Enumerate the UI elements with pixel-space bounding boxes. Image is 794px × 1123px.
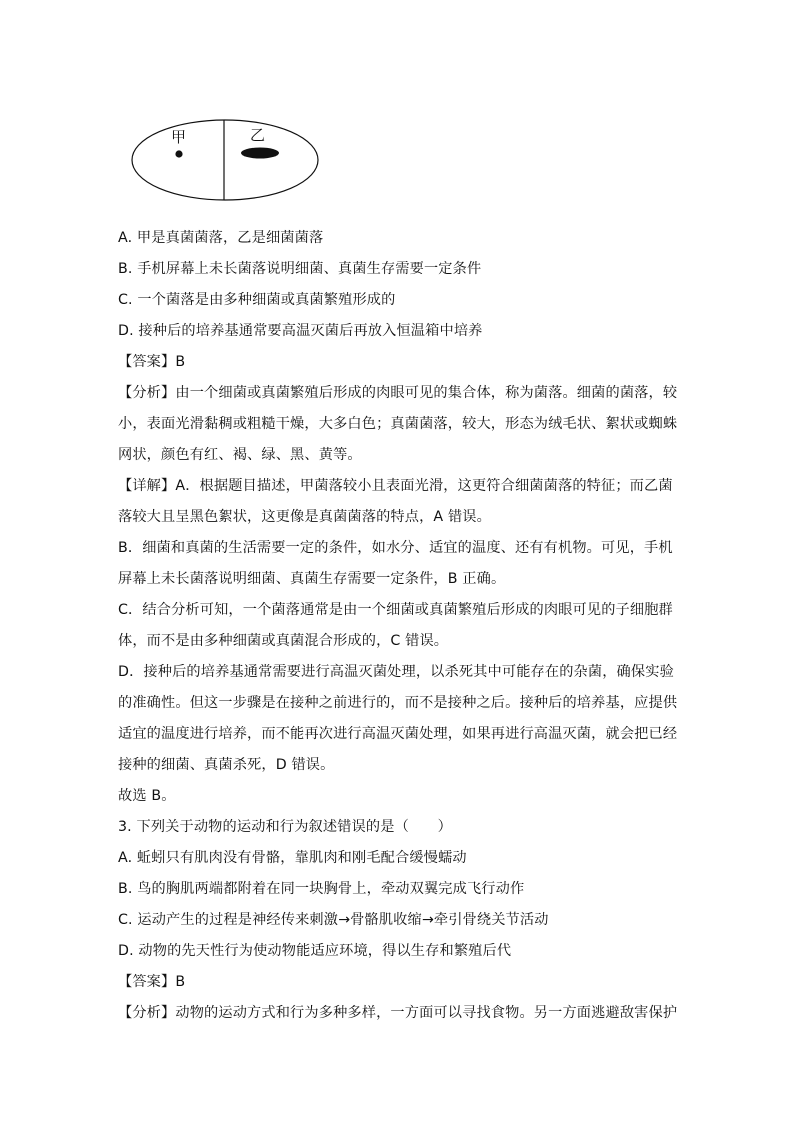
figure-label-jia: 甲: [171, 128, 187, 146]
q2-detail-line: 体，而不是由多种细菌或真菌混合形成的，C 错误。: [118, 633, 449, 649]
q2-analysis-line: 小，表面光滑黏稠或粗糙干燥，大多白色；真菌菌落，较大，形态为绒毛状、絮状或蜘蛛: [118, 416, 678, 432]
q3-option-c: C. 运动产生的过程是神经传来刺激→骨骼肌收缩→牵引骨绕关节活动: [118, 912, 549, 928]
q2-analysis-line: 【分析】由一个细菌或真菌繁殖后形成的肉眼可见的集合体，称为菌落。细菌的菌落，较: [118, 385, 678, 401]
q2-option-a: A. 甲是真菌菌落，乙是细菌菌落: [118, 230, 324, 246]
q2-detail-line: B．细菌和真菌的生活需要一定的条件，如水分、适宜的温度、还有有机物。可见，手机: [118, 540, 673, 556]
q2-option-b: B. 手机屏幕上未长菌落说明细菌、真菌生存需要一定条件: [118, 261, 482, 277]
q2-option-d: D. 接种后的培养基通常要高温灭菌后再放入恒温箱中培养: [118, 323, 483, 339]
q3-option-d: D. 动物的先天性行为使动物能适应环境，得以生存和繁殖后代: [118, 943, 512, 959]
q2-detail-line: 适宜的温度进行培养，而不能再次进行高温灭菌处理，如果再进行高温灭菌，就会把已经: [118, 726, 678, 742]
petri-dish-diagram: [130, 118, 322, 202]
q2-detail-line: D．接种后的培养基通常需要进行高温灭菌处理，以杀死其中可能存在的杂菌，确保实验: [118, 664, 674, 680]
figure-label-yi: 乙: [250, 126, 266, 144]
q2-detail-line: 屏幕上未长菌落说明细菌、真菌生存需要一定条件，B 正确。: [118, 571, 506, 587]
q2-detail-line: 落较大且呈黑色絮状，这更像是真菌菌落的特点，A 错误。: [118, 509, 491, 525]
q3-answer: 【答案】B: [118, 974, 186, 990]
petri-dish-figure: [130, 118, 322, 202]
q2-detail-line: 【详解】A．根据题目描述，甲菌落较小且表面光滑，这更符合细菌菌落的特征；而乙菌: [118, 478, 673, 494]
q2-option-c: C. 一个菌落是由多种细菌或真菌繁殖形成的: [118, 292, 396, 308]
q2-analysis-line: 网状，颜色有红、褐、绿、黑、黄等。: [118, 447, 362, 463]
colony-jia-dot: [175, 150, 182, 157]
colony-yi-ellipse: [241, 148, 279, 159]
q2-detail-line: 接种的细菌、真菌杀死，D 错误。: [118, 757, 335, 773]
q2-conclusion: 故选 B。: [118, 788, 176, 804]
q3-option-b: B. 鸟的胸肌两端都附着在同一块胸骨上，牵动双翼完成飞行动作: [118, 881, 525, 897]
q3-option-a: A. 蚯蚓只有肌肉没有骨骼，靠肌肉和刚毛配合缓慢蠕动: [118, 850, 467, 866]
q2-detail-line: 的准确性。但这一步骤是在接种之前进行的，而不是接种之后。接种后的培养基，应提供: [118, 695, 678, 711]
dish-outline: [132, 120, 318, 200]
q2-answer: 【答案】B: [118, 354, 186, 370]
q3-analysis: 【分析】动物的运动方式和行为多种多样，一方面可以寻找食物。另一方面逃避敌害保护: [118, 1005, 678, 1021]
q2-detail-line: C．结合分析可知，一个菌落通常是由一个细菌或真菌繁殖后形成的肉眼可见的子细胞群: [118, 602, 673, 618]
q3-stem: 3. 下列关于动物的运动和行为叙述错误的是（ ）: [118, 819, 452, 835]
